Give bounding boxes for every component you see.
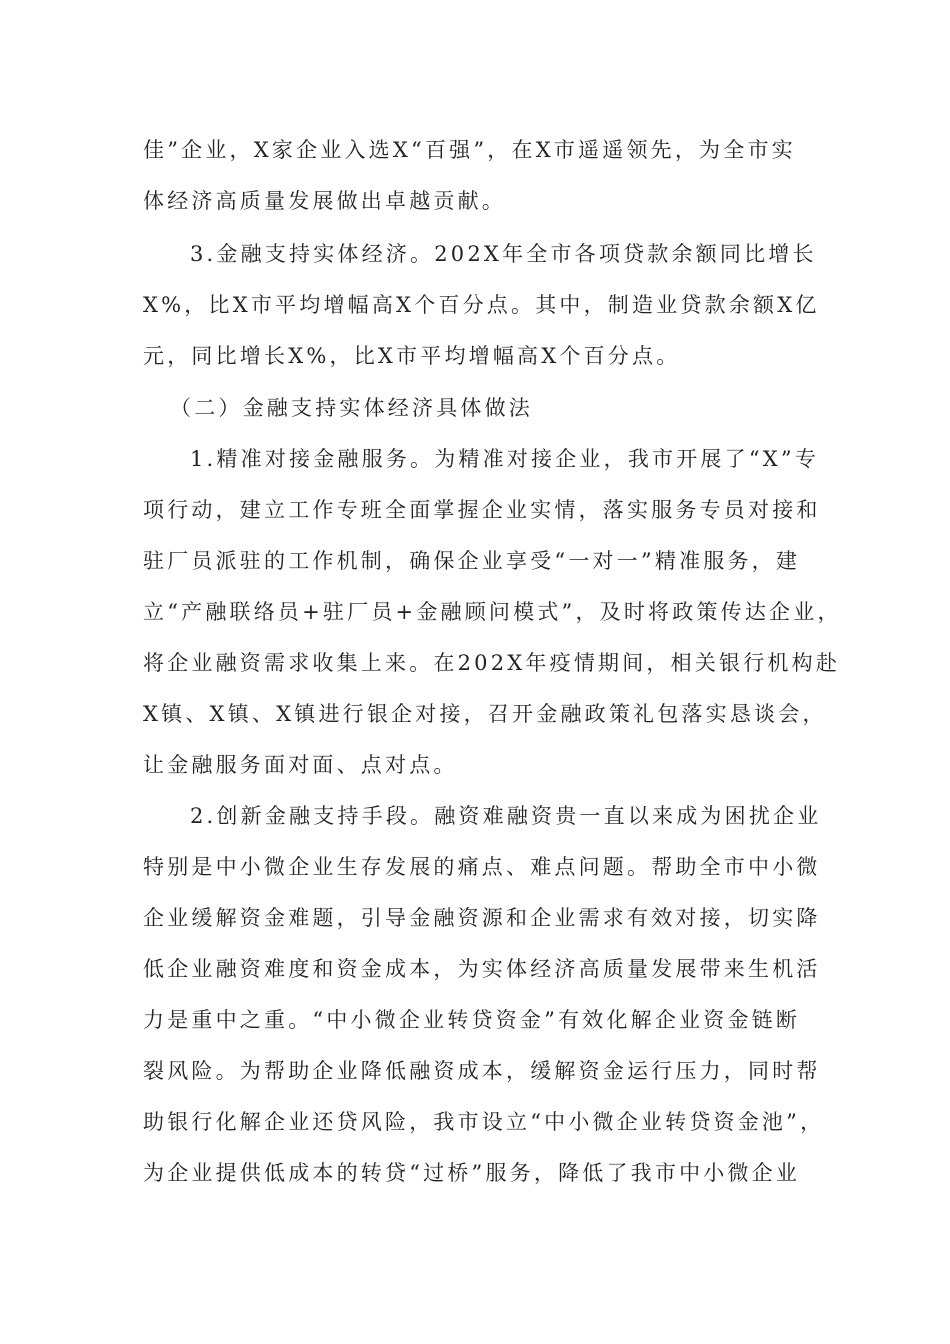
paragraph-1-line-1: 佳”企业，X家企业入选X“百强”，在X市遥遥领先，为全市实 xyxy=(143,138,796,162)
paragraph-4-line-5: 力是重中之重。“中小微企业转贷资金”有效化解企业资金链断 xyxy=(143,1008,801,1032)
section-heading: （二）金融支持实体经济具体做法 xyxy=(170,396,533,420)
paragraph-2-line-1: 3.金融支持实体经济。202X年全市各项贷款余额同比增长 xyxy=(190,242,817,266)
paragraph-3-line-4: 立“产融联络员+驻厂员+金融顾问模式”，及时将政策传达企业， xyxy=(143,600,842,624)
paragraph-2-line-3: 元，同比增长X%，比X市平均增幅高X个百分点。 xyxy=(143,344,681,368)
paragraph-1-line-2: 体经济高质量发展做出卓越贡献。 xyxy=(143,189,506,213)
paragraph-4-line-4: 低企业融资难度和资金成本，为实体经济高质量发展带来生机活 xyxy=(143,957,821,981)
paragraph-4-line-6: 裂风险。为帮助企业降低融资成本，缓解资金运行压力，同时帮 xyxy=(143,1059,821,1083)
paragraph-3-line-2: 项行动，建立工作专班全面掌握企业实情，落实服务专员对接和 xyxy=(143,498,821,522)
paragraph-3-line-7: 让金融服务面对面、点对点。 xyxy=(143,753,458,777)
paragraph-3-line-5: 将企业融资需求收集上来。在202X年疫情期间，相关银行机构赴 xyxy=(143,651,841,675)
paragraph-4-line-2: 特别是中小微企业生存发展的痛点、难点问题。帮助全市中小微 xyxy=(143,855,821,879)
paragraph-4-line-7: 助银行化解企业还贷风险，我市设立“中小微企业转贷资金池”， xyxy=(143,1110,825,1134)
paragraph-4-line-3: 企业缓解资金难题，引导金融资源和企业需求有效对接，切实降 xyxy=(143,906,821,930)
paragraph-2-line-2: X%，比X市平均增幅高X个百分点。其中，制造业贷款余额X亿 xyxy=(143,293,820,317)
paragraph-4-line-1: 2.创新金融支持手段。融资难融资贵一直以来成为困扰企业 xyxy=(190,804,822,828)
paragraph-3-line-1: 1.精准对接金融服务。为精准对接企业，我市开展了“X”专 xyxy=(190,447,820,471)
paragraph-4-line-8: 为企业提供低成本的转贷“过桥”服务，降低了我市中小微企业 xyxy=(143,1161,801,1185)
paragraph-3-line-6: X镇、X镇、X镇进行银企对接，召开金融政策礼包落实恳谈会， xyxy=(143,702,827,726)
paragraph-3-line-3: 驻厂员派驻的工作机制，确保企业享受“一对一”精准服务，建 xyxy=(143,549,801,573)
